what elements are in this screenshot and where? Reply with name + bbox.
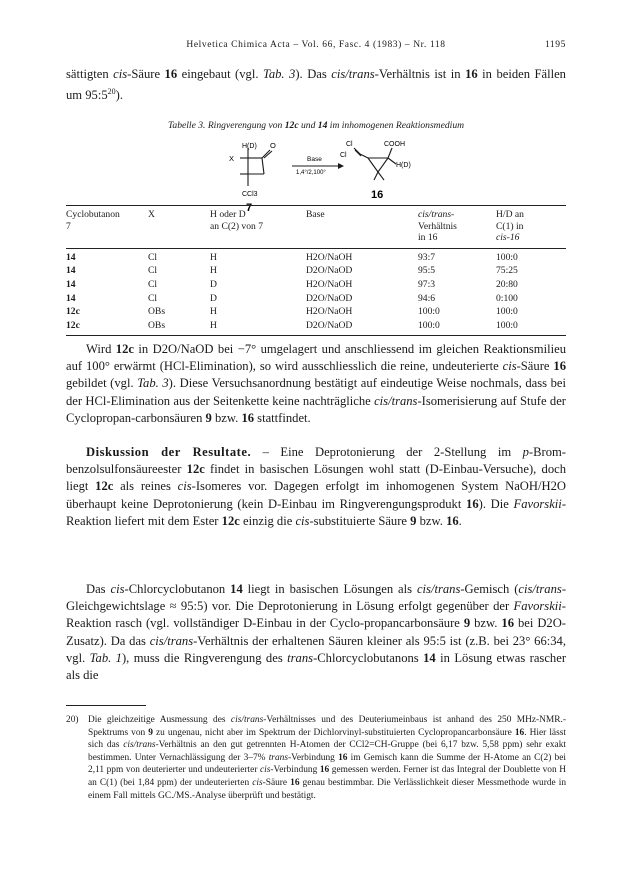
cyclopropane-structure (354, 148, 396, 180)
col-header-ratio: cis/trans- Verhältnis in 16 (418, 206, 496, 249)
footnote-20: 20) Die gleichzeitige Ausmessung des cis/trans-Verhältnisses und des Deuteriumeinbaus ist anhand des 250 MHz-NMR.-Spektrums von 9 zu ungenau, nicht aber im Spektrum der Dichlorvinyl-substituierten Cyclopropancarbonsäure 16. Hier lässt sich das cis/trans-Verhältnis an den gut getrennten H-Atomen der CCl2=CH-Gruppe (bei 6,17 bzw. 5,58 ppm) sehr exakt bestimmen. Unter Vernachlässigung der 3–7% trans-Verbindung 16 im Gemisch kann die Summe der H-Atome an C(2) bei 2,11 ppm von deuterierter und undeuterierter cis-Verbindung 16 gemessen werden. Ferner ist das Integral der Doublette von H an C(1) (bei 1,84 ppm) der undeuterierten cis-Säure 16 genau bestimmbar. Die Verlässlichkeit dieser Messmethode wurde in einem Fall mittels GC./MS.-Analyse überprüft und bestätigt. (66, 715, 567, 801)
hd-label-reactant: H(D) (242, 143, 257, 150)
table-row (66, 248, 566, 264)
cell-x: Cl (148, 278, 158, 290)
cl-label-1: Cl (346, 141, 353, 148)
cell-hd: H (210, 306, 217, 318)
product-number: 16 (371, 189, 384, 201)
table-caption: Tabelle 3. Ringverengung von 12c und 14 im inhomogenen Reaktionsmedium (167, 120, 465, 131)
cell-hd-c1: 75:25 (496, 265, 518, 277)
table-row (66, 278, 566, 292)
col-header-hd: H oder D an C(2) von 7 (210, 206, 306, 249)
cell-hd: H (210, 251, 217, 263)
cell-hd-c1: 0:100 (496, 292, 518, 304)
cell-x: OBs (148, 319, 210, 336)
cyclobutanone-structure (240, 148, 272, 186)
cell-cyclobutanon: 14 (66, 251, 76, 263)
cell-base: D2O/NaOD (306, 265, 353, 277)
cell-ratio: 95:5 (418, 265, 436, 277)
cell-hd-c1: 100:0 (496, 306, 518, 318)
arrow-head-icon (338, 163, 344, 169)
cell-hd: H (210, 265, 217, 277)
cell-ratio: 94:6 (418, 292, 436, 304)
table-header-row (66, 206, 566, 249)
cooh-label: COOH (384, 141, 405, 148)
cell-cyclobutanon: 14 (66, 278, 76, 290)
cell-base: D2O/NaOD (306, 319, 418, 336)
running-head (66, 40, 566, 50)
cell-ratio: 93:7 (418, 251, 436, 263)
table-row (66, 264, 566, 278)
footnote-rule (66, 705, 146, 706)
cell-base: D2O/NaOD (306, 292, 353, 304)
table-row (66, 305, 566, 319)
cell-base: H2O/NaOH (306, 278, 353, 290)
col-header-x: X (148, 206, 210, 249)
intro-paragraph: sättigten cis-Säure 16 eingebaut (vgl. Tab. 3). Das cis/trans-Verhältnis ist in 16 in beiden Fällen um $95:5^{20}$). (66, 67, 566, 103)
hd-label-product: H(D) (396, 162, 411, 169)
col-header-base: Base (306, 206, 418, 249)
cell-hd: D (210, 278, 217, 290)
paragraph-4: Das cis-Chlorcyclobutanon 14 liegt in basischen Lösungen als cis/trans-Gemisch (cis/trans-Gleichgewichtslage ≈ 95:5) vor. Die Deprotonierung in Lösung erfolgt gegenüber der Favorskii-Reaktion rasch (vgl. vollständiger D-Einbau in der Cyclo-propancarbonsäure 9 bzw. 16 bei D2O-Zusatz). Da das cis/trans-Verhältnis der erhaltenen Säuren kleiner als 95:5 ist (z.B. bei 23° 66:34, vgl. Tab. 1), muss die Ringverengung des trans-Chlorcyclobutanons 14 in Lösung etwas rascher als die (66, 582, 567, 683)
cell-ratio: 100:0 (418, 306, 440, 318)
cell-hd: D (210, 292, 217, 304)
cell-base: H2O/NaOH (306, 251, 353, 263)
col-header-hd-c1: H/D an C(1) in cis-16 (496, 206, 566, 249)
reactant-number: 7 (246, 202, 253, 214)
paragraph-3-discussion: Diskussion der Resultate. – Eine Deprotonierung der 2-Stellung im p-Brom-benzolsulfonsäureester 12c findet in basischen Lösungen wohl statt (D-Einbau-Versuche), doch liegt 12c als reines cis-Isomeres vor. Dagegen erfolgt im inhomogenen System NaOH/H2O überhaupt keine Deprotonierung (kein D-Einbau im Ringverengungsprodukt 16). Die Favorskii-Reaktion liefert mit dem Ester 12c einzig die cis-substituierte Säure 9 bzw. 16. (66, 445, 567, 528)
results-table (66, 205, 566, 336)
reaction-scheme (226, 136, 426, 216)
cell-cyclobutanon: 12c (66, 306, 80, 318)
x-label: X (229, 154, 235, 163)
cl-label-2: Cl (340, 152, 347, 159)
cell-hd-c1: 100:0 (496, 319, 566, 336)
table-row (66, 292, 566, 306)
cell-x: OBs (148, 306, 166, 318)
cell-x: Cl (148, 292, 158, 304)
cell-cyclobutanon: 12c (66, 319, 148, 336)
footnote-marker: 20) (66, 715, 79, 725)
cell-hd-c1: 20:80 (496, 278, 518, 290)
table-row (66, 319, 566, 336)
cell-x: Cl (148, 265, 158, 277)
cell-hd: H (210, 319, 306, 336)
arrow-base-label: Base (307, 156, 322, 163)
cell-cyclobutanon: 14 (66, 265, 76, 277)
cell-ratio: 97:3 (418, 278, 436, 290)
oxygen-label: O (270, 141, 276, 150)
footnote-reference: 20 (107, 87, 116, 97)
cell-ratio: 100:0 (418, 319, 496, 336)
page-number: 1195 (544, 40, 566, 50)
paragraph-2: Wird 12c in D2O/NaOD bei −7° umgelagert und anschliessend im gleichen Reaktionsmilieu auf 100° erwärmt (HCl-Elimination), so wird ausschliesslich die reine, undeuterierte cis-Säure 16 gebildet (vgl. Tab. 3). Diese Versuchsanordnung bestätigt auf eindeutige Weise nochmals, dass bei der HCl-Elimination aus der Seitenkette keine nachträgliche cis/trans-Isomerisierung auf Stufe der Cyclopropan-carbonsäuren 9 bzw. 16 stattfindet. (66, 342, 566, 425)
cell-x: Cl (148, 251, 158, 263)
reaction-scheme-svg (226, 136, 426, 216)
cell-hd-c1: 100:0 (496, 251, 518, 263)
journal-citation: Helvetica Chimica Acta – Vol. 66, Fasc. 4 (1983) – Nr. 118 (186, 40, 446, 50)
col-header-cyclobutanon: Cyclobutanon 7 (66, 206, 148, 249)
arrow-conditions-label: 1,4°/2,100° (296, 170, 326, 176)
cell-base: H2O/NaOH (306, 306, 353, 318)
cell-cyclobutanon: 14 (66, 292, 76, 304)
ccl3-label: CCl3 (242, 191, 258, 198)
section-heading: Diskussion der Resultate. (86, 445, 252, 459)
